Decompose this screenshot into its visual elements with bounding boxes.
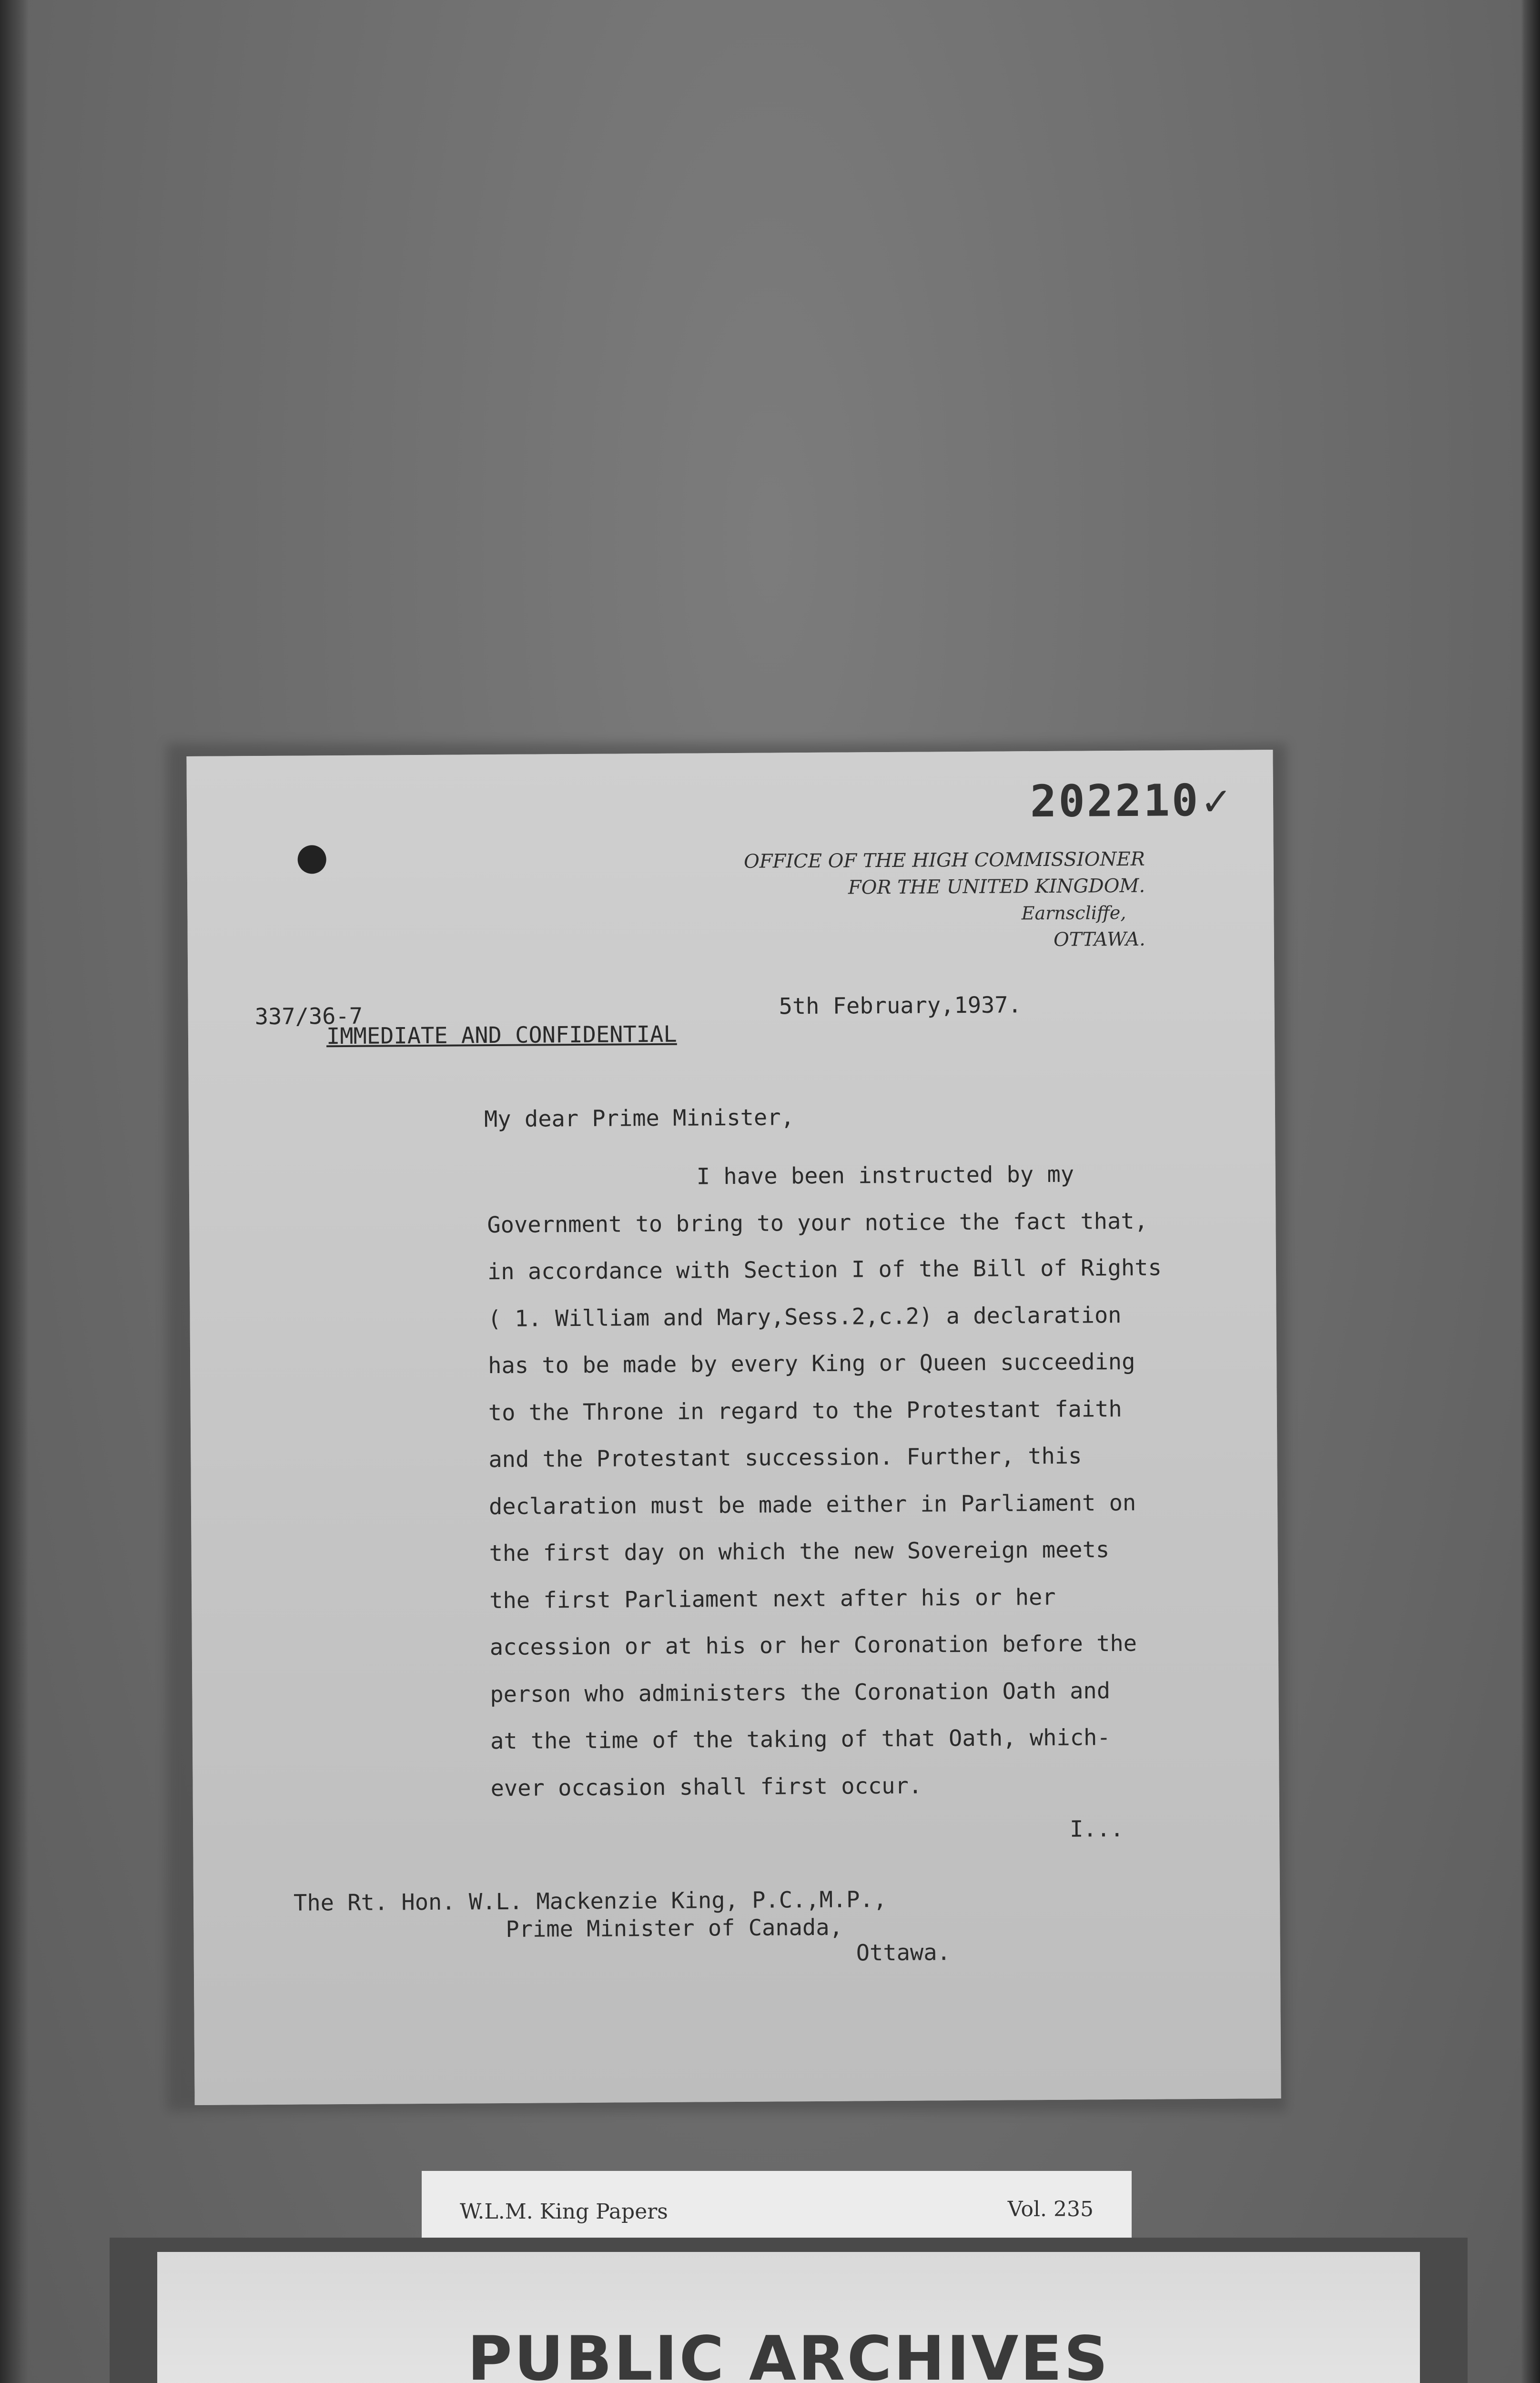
addressee-line: The Rt. Hon. W.L. Mackenzie King, P.C.,M.P., — [293, 1886, 887, 1916]
classification-heading: IMMEDIATE AND CONFIDENTIAL — [326, 1021, 677, 1050]
letter-page — [186, 750, 1281, 2105]
archive-number: 202210✓ — [1030, 774, 1232, 827]
body-line: I have been instructed by my — [696, 1161, 1074, 1190]
reference-number: 337/36-7 — [254, 1003, 363, 1030]
addressee-line: Ottawa. — [856, 1939, 951, 1966]
letter-body — [486, 1151, 1234, 1813]
salutation: My dear Prime Minister, — [484, 1104, 795, 1133]
letterhead-line: Earnscliffe, — [1021, 902, 1126, 924]
body-line: accession or at his or her Coronation before the — [489, 1630, 1137, 1661]
body-line: Government to bring to your notice the fact that, — [487, 1208, 1148, 1238]
body-line: the first day on which the new Sovereign meets — [489, 1537, 1110, 1567]
body-line: declaration must be made either in Parliament on — [488, 1489, 1136, 1520]
archives-stamp — [157, 2252, 1420, 2383]
volume-number: Vol. 235 — [1007, 2197, 1094, 2221]
body-line: ever occasion shall first occur. — [490, 1772, 922, 1802]
body-line: has to be made by every King or Queen succeeding — [488, 1348, 1135, 1379]
collection-name: W.L.M. King Papers — [460, 2200, 668, 2224]
letterhead-line: OFFICE OF THE HIGH COMMISSIONER — [743, 848, 1145, 873]
body-line: ( 1. William and Mary,Sess.2,c.2) a declaration — [487, 1302, 1122, 1332]
film-edge-right — [1521, 0, 1540, 2383]
body-line: person who administers the Coronation Oath and — [490, 1677, 1111, 1708]
check-mark-icon: ✓ — [1202, 774, 1232, 826]
letterhead-line: OTTAWA. — [1053, 928, 1145, 951]
continuation-marker: I... — [1069, 1816, 1124, 1843]
letterhead — [744, 846, 1145, 955]
body-line: to the Throne in regard to the Protestant faith — [488, 1395, 1122, 1426]
letterhead-line: FOR THE UNITED KINGDOM. — [848, 875, 1145, 899]
film-edge-left — [0, 0, 29, 2383]
letter-date: 5th February,1937. — [779, 992, 1022, 1020]
addressee-line: Prime Minister of Canada, — [506, 1914, 843, 1943]
body-line: in accordance with Section I of the Bill of Rights — [487, 1254, 1162, 1285]
body-line: at the time of the taking of that Oath, which- — [490, 1724, 1111, 1755]
body-line: the first Parliament next after his or her — [489, 1584, 1056, 1614]
body-line: and the Protestant succession. Further, this — [488, 1443, 1082, 1473]
punch-hole — [298, 845, 326, 874]
stamp-line-english: PUBLIC ARCHIVES — [467, 2323, 1110, 2383]
